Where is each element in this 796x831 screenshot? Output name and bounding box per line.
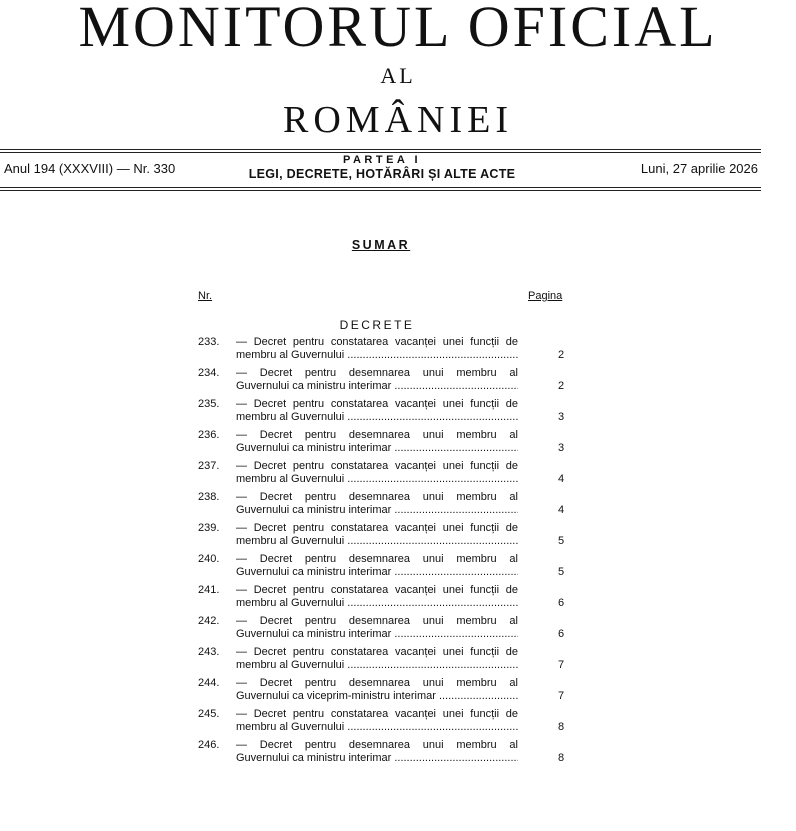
issue-date: Luni, 27 aprilie 2026 bbox=[640, 161, 758, 176]
toc-entry-title bbox=[236, 739, 518, 764]
toc-entry-title-line1: — Decret pentru desemnarea unui membru al bbox=[236, 491, 518, 503]
toc-entry-page: 4 bbox=[558, 473, 565, 485]
toc-entry-title-line1: — Decret pentru constatarea vacanței unei funcții de bbox=[236, 460, 518, 472]
toc-entry-title-line1: — Decret pentru desemnarea unui membru al bbox=[236, 739, 518, 751]
toc-entry-title-line2: membru al Guvernului ..... bbox=[236, 659, 518, 672]
toc-entry-page: 3 bbox=[558, 411, 565, 423]
toc-entry-title-line2: Guvernului ca ministru interimar ..... bbox=[236, 442, 518, 455]
toc-entry-title bbox=[236, 367, 518, 392]
toc-entry-title bbox=[236, 646, 518, 671]
toc-entry-title bbox=[236, 584, 518, 609]
toc-entry-title-line2: Guvernului ca ministru interimar ..... bbox=[236, 752, 518, 765]
publication-title-al: AL bbox=[380, 63, 416, 88]
toc-entry-page: 7 bbox=[558, 659, 565, 671]
toc-entry[interactable] bbox=[196, 584, 576, 615]
toc-entry[interactable] bbox=[196, 708, 576, 739]
publication-title-country: ROMÂNIEI bbox=[283, 99, 513, 141]
toc-entry-title-line2: membru al Guvernului ..... bbox=[236, 411, 518, 424]
header-rule-bottom-second bbox=[0, 190, 761, 191]
toc-entry-number: 240. bbox=[198, 553, 220, 565]
toc-entry-title-line2: Guvernului ca ministru interimar ..... bbox=[236, 504, 518, 517]
toc-entry-number: 246. bbox=[198, 739, 220, 751]
toc-entry-page: 5 bbox=[558, 535, 565, 547]
toc-entry[interactable] bbox=[196, 522, 576, 553]
toc-entry[interactable] bbox=[196, 677, 576, 708]
toc-entry[interactable] bbox=[196, 739, 576, 770]
part-label: PARTEA I bbox=[342, 154, 422, 166]
column-header-page: Pagina bbox=[528, 290, 563, 302]
toc-entry-title-line2: Guvernului ca ministru interimar ..... bbox=[236, 628, 518, 641]
toc-entry[interactable] bbox=[196, 615, 576, 646]
toc-entry-title bbox=[236, 615, 518, 640]
toc-entry-title-line1: — Decret pentru constatarea vacanței unei funcții de bbox=[236, 522, 518, 534]
toc-entry-title-line2: Guvernului ca viceprim-ministru interimar ..... bbox=[236, 690, 518, 703]
toc-entry-title bbox=[236, 398, 518, 423]
toc-entry-page: 4 bbox=[558, 504, 565, 516]
toc-entry-title-line1: — Decret pentru constatarea vacanței unei funcții de bbox=[236, 398, 518, 410]
toc-entry[interactable] bbox=[196, 336, 576, 367]
toc-entry[interactable] bbox=[196, 646, 576, 677]
toc-entry-page: 8 bbox=[558, 752, 565, 764]
toc-entry[interactable] bbox=[196, 491, 576, 522]
column-header-nr: Nr. bbox=[198, 290, 213, 302]
toc-entry-title-line2: membru al Guvernului ..... bbox=[236, 721, 518, 734]
toc-entry-title-line2: membru al Guvernului ..... bbox=[236, 473, 518, 486]
toc-entry-title bbox=[236, 708, 518, 733]
toc-entry-title-line2: Guvernului ca ministru interimar ..... bbox=[236, 566, 518, 579]
toc-entry-number: 244. bbox=[198, 677, 220, 689]
toc-entry-number: 242. bbox=[198, 615, 220, 627]
toc-entry-title bbox=[236, 677, 518, 702]
toc-entry-title-line1: — Decret pentru constatarea vacanței unei funcții de bbox=[236, 336, 518, 348]
header-rule-top bbox=[0, 149, 761, 150]
toc-entry-title-line2: membru al Guvernului ..... bbox=[236, 597, 518, 610]
toc-entry-number: 239. bbox=[198, 522, 220, 534]
toc-entry-page: 6 bbox=[558, 597, 565, 609]
toc-entry-number: 238. bbox=[198, 491, 220, 503]
header-rule-top-second bbox=[0, 152, 761, 153]
toc-entry-number: 245. bbox=[198, 708, 220, 720]
toc-entry-title bbox=[236, 460, 518, 485]
toc-entry-number: 243. bbox=[198, 646, 220, 658]
section-heading: DECRETE bbox=[339, 318, 415, 332]
toc-entry-title-line2: membru al Guvernului ..... bbox=[236, 349, 518, 362]
toc-entry-page: 8 bbox=[558, 721, 565, 733]
toc-entry-title-line2: Guvernului ca ministru interimar ..... bbox=[236, 380, 518, 393]
toc-entry-page: 6 bbox=[558, 628, 565, 640]
toc-entry-title bbox=[236, 522, 518, 547]
toc-entry-title-line2: membru al Guvernului ..... bbox=[236, 535, 518, 548]
toc-entry-page: 2 bbox=[558, 380, 565, 392]
toc-entry-title bbox=[236, 336, 518, 361]
header-rule-bottom bbox=[0, 187, 761, 188]
toc-entry-title-line1: — Decret pentru constatarea vacanței unei funcții de bbox=[236, 708, 518, 720]
toc-entry-page: 2 bbox=[558, 349, 565, 361]
toc-entry[interactable] bbox=[196, 367, 576, 398]
toc-entry-title-line1: — Decret pentru desemnarea unui membru al bbox=[236, 553, 518, 565]
toc-entry-title-line1: — Decret pentru desemnarea unui membru al bbox=[236, 615, 518, 627]
toc-entry-title bbox=[236, 491, 518, 516]
table-of-contents bbox=[196, 336, 576, 770]
toc-entry-title-line1: — Decret pentru desemnarea unui membru al bbox=[236, 677, 518, 689]
toc-entry[interactable] bbox=[196, 429, 576, 460]
toc-entry-number: 234. bbox=[198, 367, 220, 379]
toc-entry-title-line1: — Decret pentru constatarea vacanței unei funcții de bbox=[236, 646, 518, 658]
publication-title: MONITORUL OFICIAL bbox=[78, 0, 718, 59]
summary-title: SUMAR bbox=[351, 238, 411, 252]
toc-entry-number: 237. bbox=[198, 460, 220, 472]
toc-entry-title-line1: — Decret pentru desemnarea unui membru al bbox=[236, 429, 518, 441]
toc-entry-title-line1: — Decret pentru desemnarea unui membru al bbox=[236, 367, 518, 379]
toc-entry-page: 3 bbox=[558, 442, 565, 454]
toc-entry[interactable] bbox=[196, 398, 576, 429]
toc-entry-number: 235. bbox=[198, 398, 220, 410]
toc-entry-number: 233. bbox=[198, 336, 220, 348]
toc-entry-number: 241. bbox=[198, 584, 220, 596]
toc-entry-title-line1: — Decret pentru constatarea vacanței unei funcții de bbox=[236, 584, 518, 596]
toc-entry-page: 7 bbox=[558, 690, 565, 702]
part-subtitle: LEGI, DECRETE, HOTĂRÂRI ȘI ALTE ACTE bbox=[248, 167, 516, 181]
toc-entry[interactable] bbox=[196, 553, 576, 584]
year-issue: Anul 194 (XXXVIII) — Nr. 330 bbox=[4, 161, 176, 176]
toc-entry-title bbox=[236, 429, 518, 454]
toc-entry-title bbox=[236, 553, 518, 578]
toc-entry-page: 5 bbox=[558, 566, 565, 578]
toc-entry-number: 236. bbox=[198, 429, 220, 441]
toc-entry[interactable] bbox=[196, 460, 576, 491]
